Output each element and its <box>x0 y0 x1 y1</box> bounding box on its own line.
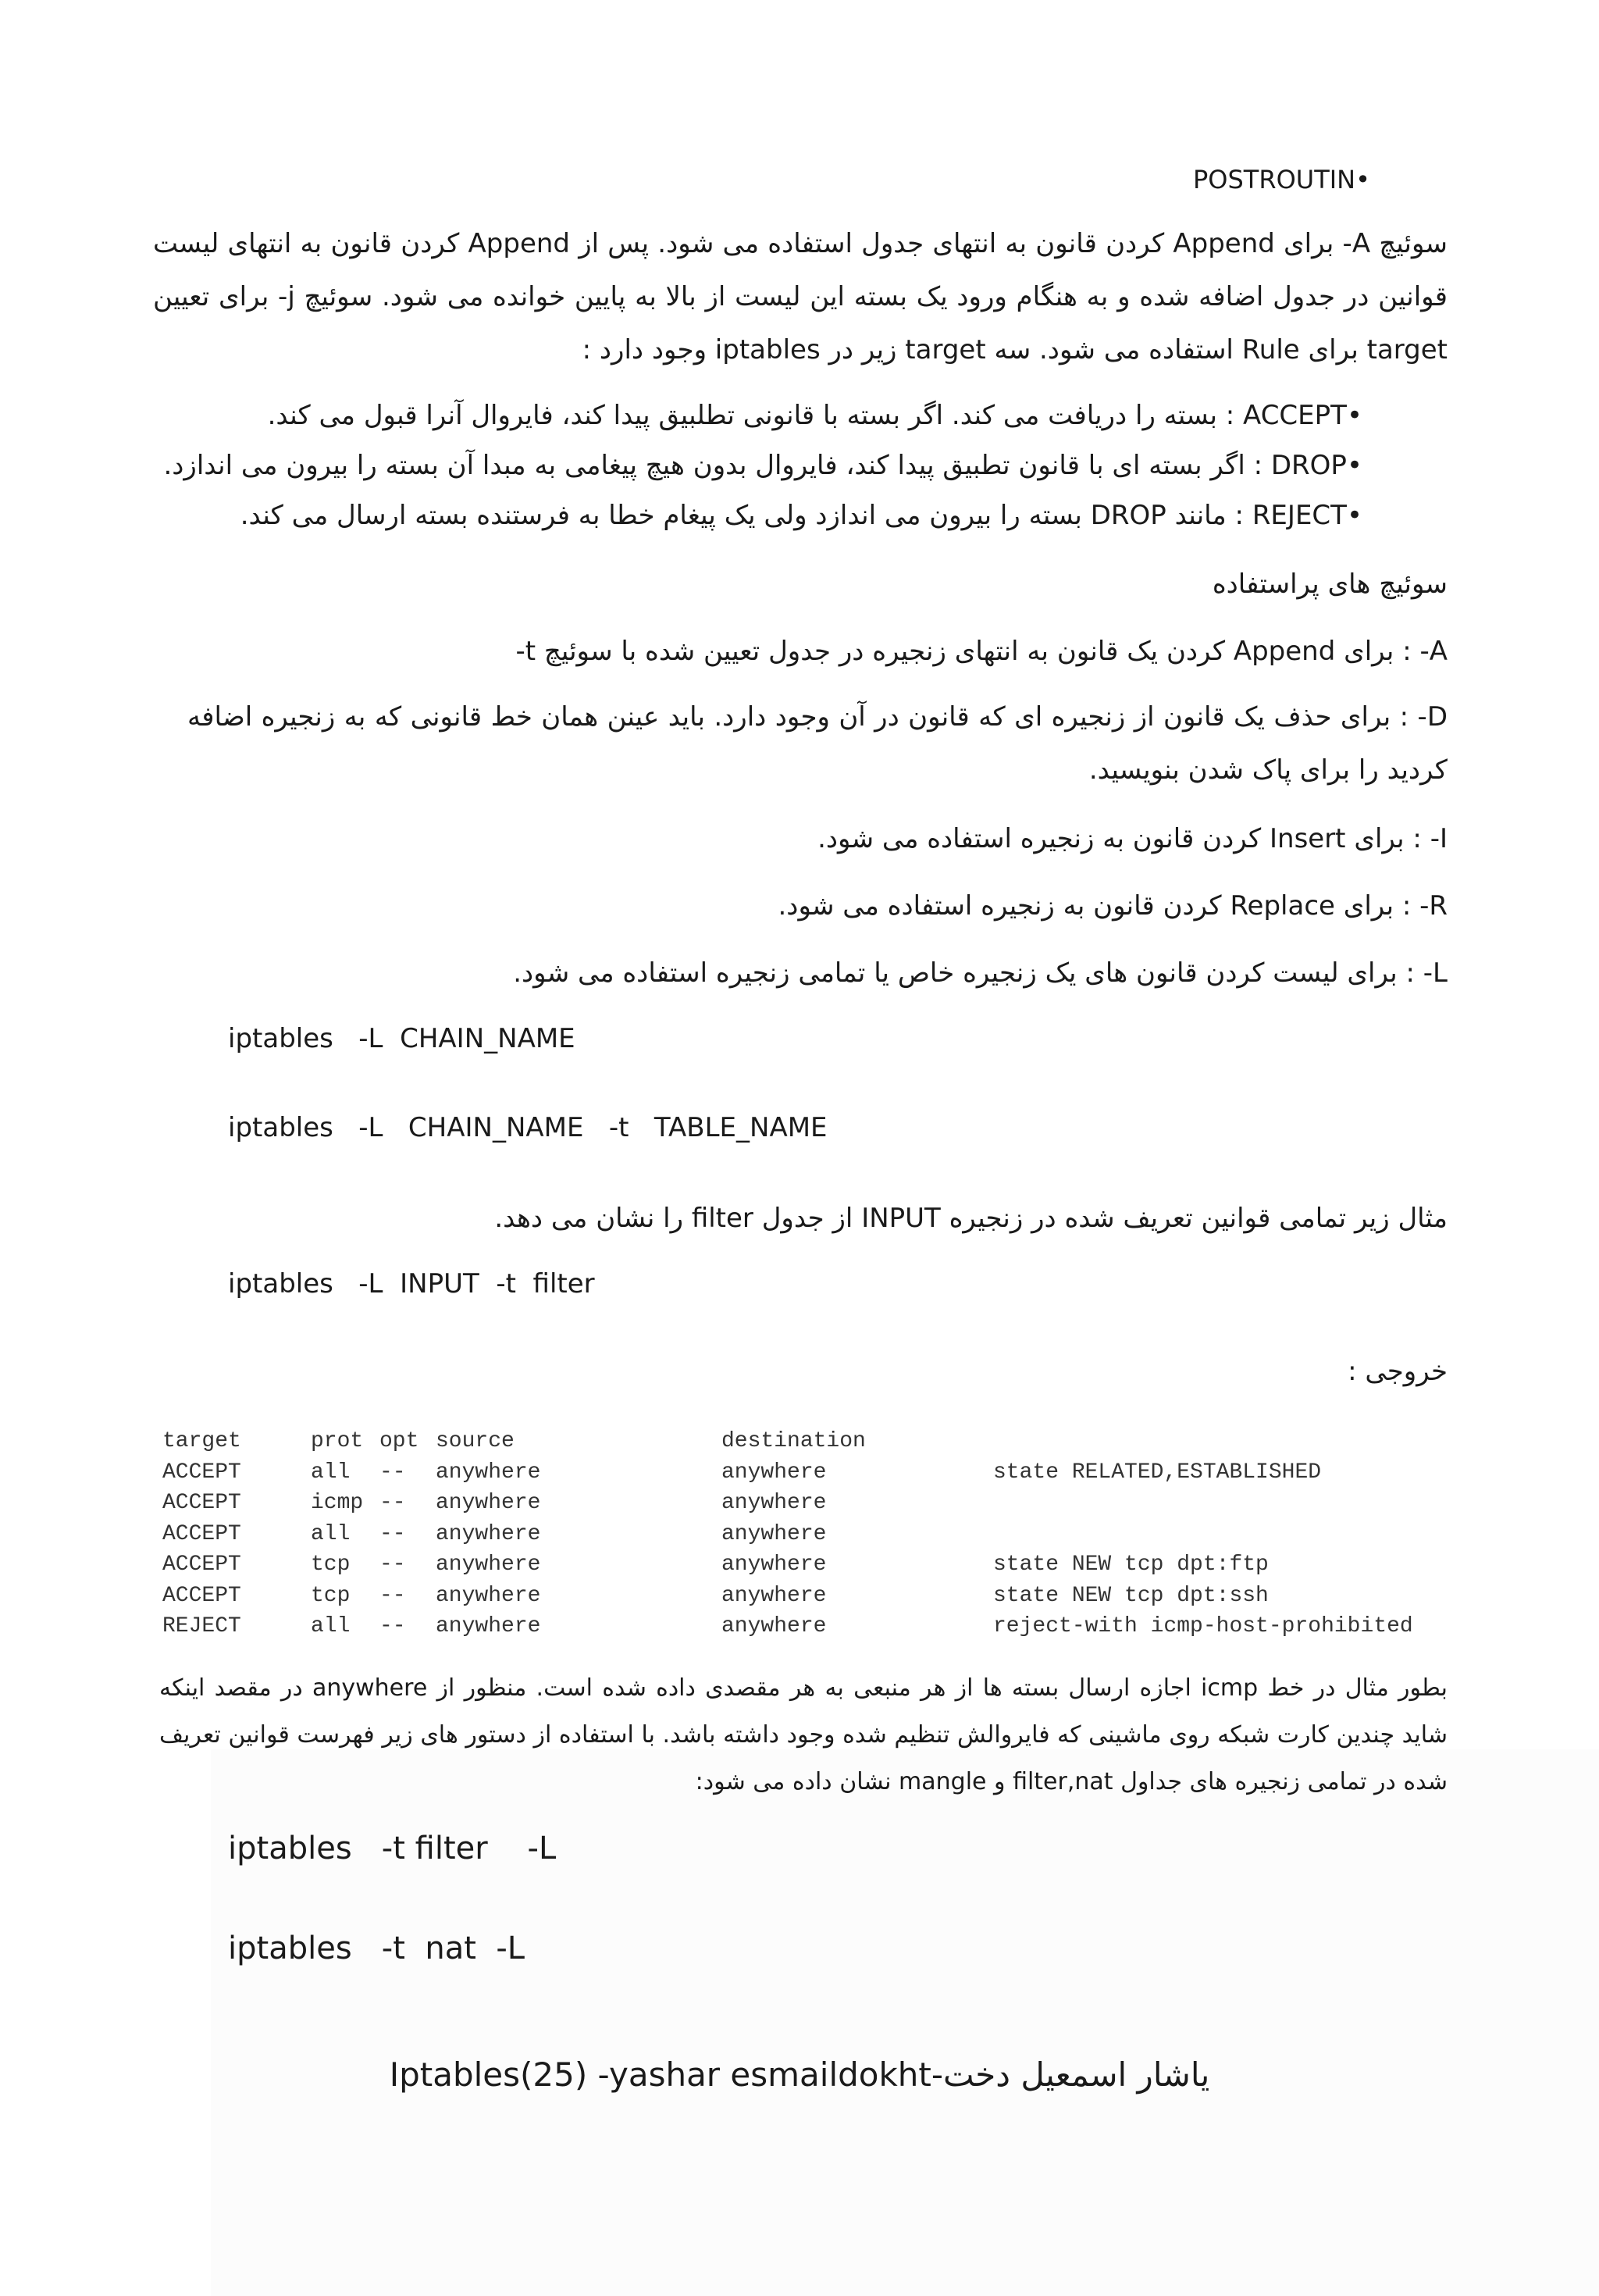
cell-source: anywhere <box>436 1553 541 1577</box>
cell-destination: anywhere <box>721 1521 827 1546</box>
cell-source: anywhere <box>436 1491 541 1515</box>
switch-d: D- : برای حذف یک قانون از زنجیره ای که قانون در آن وجود دارد. باید عینن همان خط قانونی که به زنجیره اضافه کردید را برای پاک شدن بنویسید. <box>187 701 1448 786</box>
switch-i: I- : برای Insert کردن قانون به زنجیره استفاده می شود. <box>817 823 1448 854</box>
header-opt: opt <box>379 1429 419 1453</box>
cell-extra: state RELATED,ESTABLISHED <box>993 1460 1322 1485</box>
cell-opt: -- <box>379 1614 406 1638</box>
explanation-paragraph: بطور مثال در خط icmp اجازه ارسال بسته ها از هر منبعی به هر مقصدی داده شده است. منظور از anywhere در مقصد اینکه شاید چندین کارت شبکه روی ماشینی که فایروالش تنظیم شده وجود داشته باشد. با استفاده از دستور های زیر فهرست قوانین تعریف شده در تمامی زنجیره های جداول filter,nat و mangle نشان داده می شود: <box>159 1674 1448 1795</box>
command-filter-list: iptables -t filter -L <box>228 1831 557 1866</box>
cell-target: ACCEPT <box>162 1460 241 1485</box>
command-list-input-filter: iptables -L INPUT -t filter <box>228 1268 595 1300</box>
cell-prot: tcp <box>311 1583 351 1608</box>
cell-target: ACCEPT <box>162 1491 241 1515</box>
example-intro: مثال زیر تمامی قوانین تعریف شده در زنجیره INPUT از جدول filter را نشان می دهد. <box>494 1203 1448 1234</box>
cell-prot: tcp <box>311 1553 351 1577</box>
cell-prot: all <box>311 1521 351 1546</box>
bullet-reject: •REJECT : مانند DROP بسته را بیرون می اندازد ولی یک پیغام خطا به فرستنده بسته ارسال می کند. <box>240 500 1362 531</box>
table-header-row <box>162 1426 1477 1457</box>
iptables-output-table <box>162 1426 1477 1642</box>
command-list-chain: iptables -L CHAIN_NAME <box>228 1023 575 1054</box>
table-row <box>162 1457 1477 1488</box>
cell-extra: state NEW tcp dpt:ftp <box>993 1553 1269 1577</box>
heading-switches: سوئیچ های پراستفاده <box>1212 569 1448 600</box>
header-destination: destination <box>721 1429 866 1453</box>
postroutin-bullet: POSTROUTIN• <box>1193 165 1370 194</box>
cell-destination: anywhere <box>721 1553 827 1577</box>
cell-extra <box>993 1519 1477 1550</box>
cell-target: ACCEPT <box>162 1521 241 1546</box>
cell-target: ACCEPT <box>162 1583 241 1608</box>
header-target: target <box>162 1429 241 1453</box>
switch-r: R- : برای Replace کردن قانون به زنجیره استفاده می شود. <box>778 890 1448 922</box>
cell-opt: -- <box>379 1583 406 1608</box>
table-row <box>162 1611 1477 1642</box>
output-label: خروجی : <box>1348 1356 1448 1387</box>
cell-destination: anywhere <box>721 1491 827 1515</box>
cell-destination: anywhere <box>721 1460 827 1485</box>
cell-opt: -- <box>379 1491 406 1515</box>
cell-extra: state NEW tcp dpt:ssh <box>993 1583 1269 1608</box>
cell-extra: reject-with icmp-host-prohibited <box>993 1614 1413 1638</box>
cell-destination: anywhere <box>721 1583 827 1608</box>
intro-paragraph: سوئیچ A- برای Append کردن قانون به انتهای جدول استفاده می شود. پس از Append کردن قانون به انتهای لیست قوانین در جدول اضافه شده و به هنگام ورود یک بسته این لیست از بالا به پایین خوانده می شود. سوئیچ j- برای تعیین target برای Rule استفاده می شود. سه target زیر در iptables وجود دارد : <box>153 228 1448 365</box>
command-list-chain-table: iptables -L CHAIN_NAME -t TABLE_NAME <box>228 1112 828 1143</box>
header-source: source <box>436 1429 515 1453</box>
page-footer: یاشار اسمعیل دخت-Iptables(25) -yashar esmaildokht <box>389 2055 1210 2094</box>
cell-source: anywhere <box>436 1583 541 1608</box>
cell-prot: all <box>311 1460 351 1485</box>
switch-a: A- : برای Append کردن یک قانون به انتهای زنجیره در جدول تعیین شده با سوئیچ t- <box>515 636 1448 667</box>
bullet-accept: •ACCEPT : بسته را دریافت می کند. اگر بسته با قانونی تطلبیق پیدا کند، فایروال آنرا قبول می کند. <box>267 400 1362 431</box>
cell-opt: -- <box>379 1553 406 1577</box>
cell-target: ACCEPT <box>162 1553 241 1577</box>
cell-source: anywhere <box>436 1521 541 1546</box>
header-extra <box>993 1426 1477 1457</box>
cell-destination: anywhere <box>721 1614 827 1638</box>
cell-prot: icmp <box>311 1491 364 1515</box>
table-row <box>162 1549 1477 1581</box>
cell-opt: -- <box>379 1521 406 1546</box>
cell-source: anywhere <box>436 1614 541 1638</box>
cell-source: anywhere <box>436 1460 541 1485</box>
cell-prot: all <box>311 1614 351 1638</box>
command-nat-list: iptables -t nat -L <box>228 1931 525 1966</box>
cell-target: REJECT <box>162 1614 241 1638</box>
cell-opt: -- <box>379 1460 406 1485</box>
table-row <box>162 1519 1477 1550</box>
header-prot: prot <box>311 1429 364 1453</box>
cell-extra <box>993 1488 1477 1519</box>
table-row <box>162 1581 1477 1612</box>
table-row <box>162 1488 1477 1519</box>
bullet-drop: •DROP : اگر بسته ای با قانون تطبیق پیدا کند، فایروال بدون هیچ پیغامی به مبدا آن بسته را بیرون می اندازد. <box>163 450 1362 481</box>
switch-l: L- : برای لیست کردن قانون های یک زنجیره خاص یا تمامی زنجیره استفاده می شود. <box>513 957 1448 989</box>
